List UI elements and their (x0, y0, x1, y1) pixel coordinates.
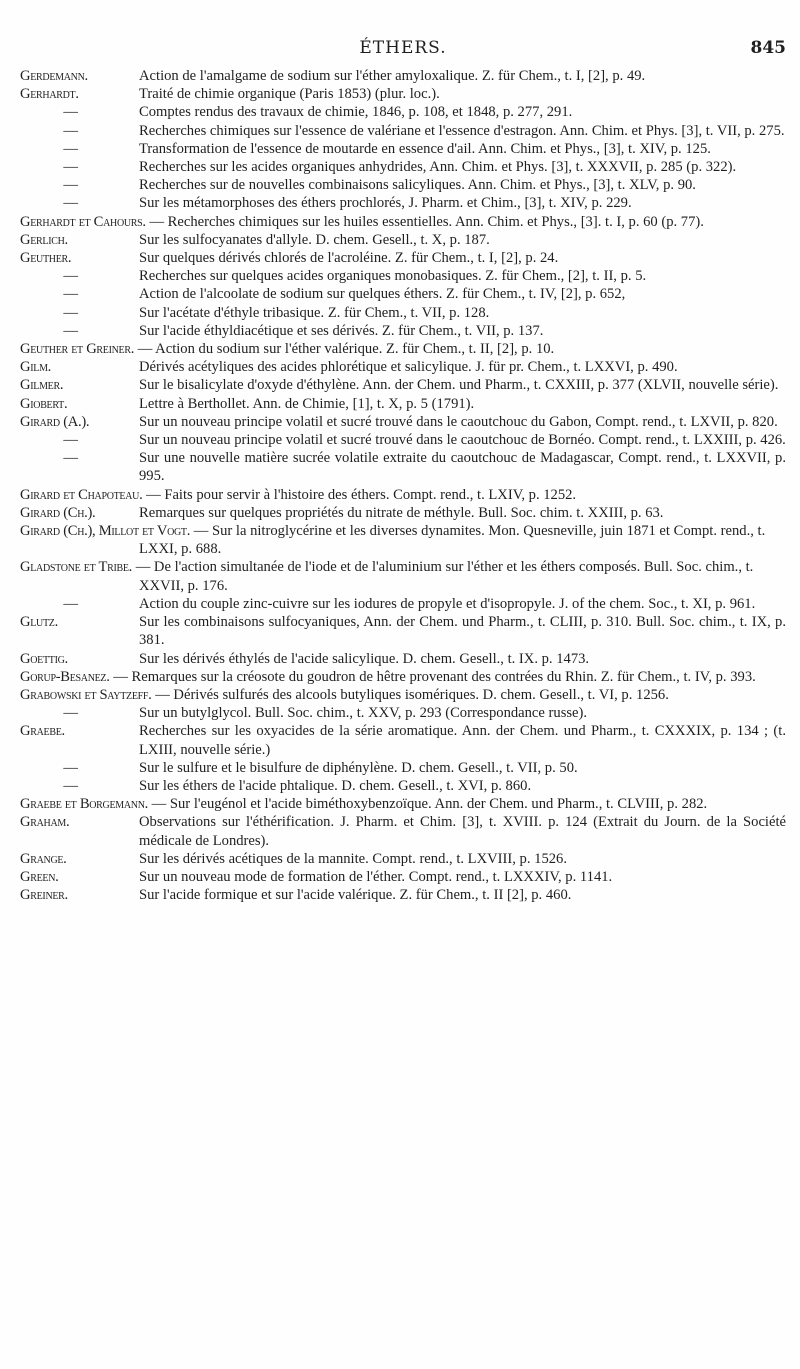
page-number: 845 (750, 38, 786, 58)
entry-author: — (63, 595, 78, 612)
entry-text: Sur le sulfure et le bisulfure de diphénylène. D. chem. Gesell., t. VII, p. 50. (139, 759, 578, 776)
bibliography-entry (20, 868, 786, 886)
bibliography-list (20, 67, 786, 904)
bibliography-entry (20, 304, 786, 322)
bibliography-entry (20, 522, 786, 558)
entry-text: Recherches sur quelques acides organiques monobasiques. Z. für Chem., [2], t. II, p. 5. (139, 268, 647, 285)
entry-text: — Sur la nitroglycérine et les diverses dynamites. Mon. Quesneville, juin 1871 et Compt. rend., t. LXXI, p. 688. (139, 523, 766, 558)
entry-text: Observations sur l'éthérification. J. Pharm. et Chim. [3], t. XVIII. p. 124 (Extrait du Journ. de la Société médicale de Londres). (139, 814, 786, 849)
bibliography-entry (20, 413, 786, 431)
entry-author: Glutz. (20, 614, 58, 631)
entry-text: — Faits pour servir à l'histoire des éthers. Compt. rend., t. LXIV, p. 1252. (146, 486, 577, 503)
entry-text: Action de l'alcoolate de sodium sur quelques éthers. Z. für Chem., t. IV, [2], p. 652, (139, 286, 626, 303)
entry-author: Green. (20, 868, 59, 885)
entry-author: Goettig. (20, 650, 68, 667)
entry-author: Girard (Ch.), Millot et Vogt. (20, 523, 191, 540)
entry-author: Grange. (20, 850, 67, 867)
entry-author: — (63, 177, 78, 194)
bibliography-entry (20, 231, 786, 249)
entry-author: Graham. (20, 814, 70, 831)
entry-author: — (63, 286, 78, 303)
entry-author: — (63, 268, 78, 285)
bibliography-entry (20, 850, 786, 868)
bibliography-entry (20, 249, 786, 267)
entry-text: Sur l'acétate d'éthyle tribasique. Z. für Chem., t. VII, p. 128. (139, 304, 490, 321)
entry-text: Recherches chimiques sur l'essence de valériane et l'essence d'estragon. Ann. Chim. et Phys. [3], t. VII, p. 275. (139, 122, 785, 139)
entry-text: Sur les sulfocyanates d'allyle. D. chem. Gesell., t. X, p. 187. (139, 231, 490, 248)
entry-text: — Sur l'eugénol et l'acide biméthoxybenzoïque. Ann. der Chem. und Pharm., t. CLVIII, p. 282. (151, 796, 708, 813)
page-title: ÉTHERS. (359, 38, 447, 58)
entry-text: — Recherches chimiques sur les huiles essentielles. Ann. Chim. et Phys., [3]. t. I, p. 60 (p. 77). (149, 213, 704, 230)
bibliography-entry (20, 358, 786, 376)
bibliography-entry (20, 486, 786, 504)
entry-author: Girard (Ch.). (20, 504, 96, 521)
bibliography-entry (20, 686, 786, 704)
entry-author: Geuther. (20, 250, 72, 267)
entry-text: Sur les métamorphoses des éthers prochlorés, J. Pharm. et Chim., [3], t. XIV, p. 229. (139, 195, 632, 212)
entry-text: Sur l'acide formique et sur l'acide valérique. Z. für Chem., t. II [2], p. 460. (139, 887, 572, 904)
entry-author: — (63, 122, 78, 139)
entry-text: — De l'action simultanée de l'iode et de l'aluminium sur l'éther et les éthers composés. Bull. Soc. chim., t. XXVII, p. 176. (135, 559, 754, 594)
entry-text: Sur un nouveau principe volatil et sucré trouvé dans le caoutchouc du Gabon, Compt. rend., t. LXVII, p. 820. (139, 413, 778, 430)
bibliography-entry (20, 886, 786, 904)
bibliography-entry (20, 431, 786, 449)
entry-author: — (63, 450, 78, 467)
bibliography-entry (20, 176, 786, 194)
entry-author: Gilmer. (20, 377, 64, 394)
entry-author: Grabowski et Saytzeff. (20, 686, 152, 703)
bibliography-entry (20, 613, 786, 649)
entry-text: Traité de chimie organique (Paris 1853) (plur. loc.). (139, 86, 440, 103)
entry-author: — (63, 432, 78, 449)
bibliography-entry (20, 504, 786, 522)
entry-author: Girard (A.). (20, 413, 90, 430)
running-head (20, 38, 786, 62)
entry-author: — (63, 104, 78, 121)
bibliography-entry (20, 668, 786, 686)
entry-author: — (63, 705, 78, 722)
entry-text: Dérivés acétyliques des acides phlorétique et salicylique. J. für pr. Chem., t. LXXVI, p. 490. (139, 359, 678, 376)
bibliography-entry (20, 650, 786, 668)
entry-text: — Dérivés sulfurés des alcools butyliques isomériques. D. chem. Gesell., t. VI, p. 1256. (155, 686, 669, 703)
bibliography-entry (20, 795, 786, 813)
bibliography-entry (20, 140, 786, 158)
entry-text: Remarques sur quelques propriétés du nitrate de méthyle. Bull. Soc. chim. t. XXIII, p. 63. (139, 504, 664, 521)
bibliography-entry (20, 704, 786, 722)
entry-author: Gorup-Besanez. (20, 668, 110, 685)
bibliography-entry (20, 558, 786, 594)
bibliography-entry (20, 777, 786, 795)
bibliography-entry (20, 194, 786, 212)
bibliography-entry (20, 759, 786, 777)
bibliography-entry (20, 213, 786, 231)
bibliography-entry (20, 340, 786, 358)
entry-text: Sur l'acide éthyldiacétique et ses dérivés. Z. für Chem., t. VII, p. 137. (139, 322, 544, 339)
entry-text: — Action du sodium sur l'éther valérique. Z. für Chem., t. II, [2], p. 10. (137, 341, 555, 358)
bibliography-entry (20, 285, 786, 303)
entry-text: Lettre à Berthollet. Ann. de Chimie, [1], t. X, p. 5 (1791). (139, 395, 475, 412)
entry-text: Sur les dérivés éthylés de l'acide salicylique. D. chem. Gesell., t. IX. p. 1473. (139, 650, 590, 667)
entry-text: Sur un butylglycol. Bull. Soc. chim., t. XXV, p. 293 (Correspondance russe). (139, 705, 588, 722)
entry-text: Sur les dérivés acétiques de la mannite. Compt. rend., t. LXVIII, p. 1526. (139, 850, 567, 867)
entry-author: — (63, 322, 78, 339)
entry-text: Action du couple zinc-cuivre sur les iodures de propyle et d'isopropyle. J. of the chem. Soc., t. XI, p. 961. (139, 595, 756, 612)
entry-author: Graebe et Borgemann. (20, 796, 148, 813)
bibliography-entry (20, 595, 786, 613)
bibliography-entry (20, 322, 786, 340)
entry-text: Sur le bisalicylate d'oxyde d'éthylène. Ann. der Chem. und Pharm., t. CXXIII, p. 377 (XLVII, nouvelle série). (139, 377, 779, 394)
entry-text: Sur une nouvelle matière sucrée volatile extraite du caoutchouc de Madagascar, Compt. rend., t. LXXVII, p. 995. (139, 450, 786, 485)
bibliography-entry (20, 267, 786, 285)
entry-author: Graebe. (20, 723, 65, 740)
entry-author: Gerhardt. (20, 86, 79, 103)
bibliography-entry (20, 376, 786, 394)
entry-text: Recherches sur les oxyacides de la série aromatique. Ann. der Chem. und Pharm., t. CXXXIX, p. 134 ; (t. LXIII, nouvelle série.) (139, 723, 786, 758)
entry-text: Sur un nouveau mode de formation de l'éther. Compt. rend., t. LXXXIV, p. 1141. (139, 868, 613, 885)
entry-author: — (63, 304, 78, 321)
entry-text: Action de l'amalgame de sodium sur l'éther amyloxalique. Z. für Chem., t. I, [2], p. 49. (139, 68, 646, 84)
entry-author: — (63, 159, 78, 176)
entry-text: Transformation de l'essence de moutarde en essence d'ail. Ann. Chim. et Phys., [3], t. XIV, p. 125. (139, 140, 711, 157)
entry-text: Sur les éthers de l'acide phtalique. D. chem. Gesell., t. XVI, p. 860. (139, 777, 532, 794)
entry-author: Giobert. (20, 395, 68, 412)
entry-text: Comptes rendus des travaux de chimie, 1846, p. 108, et 1848, p. 277, 291. (139, 104, 573, 121)
entry-author: Gerhardt et Cahours. (20, 213, 146, 230)
entry-text: — Remarques sur la créosote du goudron de hêtre provenant des contrées du Rhin. Z. für Chem., t. IV, p. 393. (113, 668, 756, 685)
entry-text: Sur un nouveau principe volatil et sucré trouvé dans le caoutchouc de Bornéo. Compt. rend., t. LXXIII, p. 426. (139, 432, 786, 449)
entry-author: — (63, 195, 78, 212)
bibliography-entry (20, 158, 786, 176)
bibliography-entry (20, 103, 786, 121)
bibliography-entry (20, 813, 786, 849)
entry-author: Gerdemann. (20, 68, 88, 84)
entry-author: Gilm. (20, 359, 52, 376)
entry-author: Girard et Chapoteau. (20, 486, 143, 503)
bibliography-entry (20, 395, 786, 413)
entry-author: Gerlich. (20, 231, 68, 248)
bibliography-entry (20, 449, 786, 485)
entry-author: — (63, 777, 78, 794)
bibliography-entry (20, 122, 786, 140)
entry-author: — (63, 759, 78, 776)
entry-text: Recherches sur de nouvelles combinaisons salicyliques. Ann. Chim. et Phys., [3], t. XLV, p. 90. (139, 177, 696, 194)
entry-text: Sur quelques dérivés chlorés de l'acroléine. Z. für Chem., t. I, [2], p. 24. (139, 250, 559, 267)
entry-text: Sur les combinaisons sulfocyaniques, Ann. der Chem. und Pharm., t. CLIII, p. 310. Bull. Soc. chim., t. IX, p. 381. (139, 614, 786, 649)
entry-author: Greiner. (20, 887, 68, 904)
entry-text: Recherches sur les acides organiques anhydrides, Ann. Chim. et Phys. [3], t. XXXVII, p. 285 (p. 322). (139, 159, 737, 176)
bibliography-entry (20, 722, 786, 758)
bibliography-entry (20, 85, 786, 103)
entry-author: Gladstone et Tribe. (20, 559, 133, 576)
bibliography-entry (20, 67, 786, 85)
entry-author: — (63, 140, 78, 157)
entry-author: Geuther et Greiner. (20, 341, 135, 358)
